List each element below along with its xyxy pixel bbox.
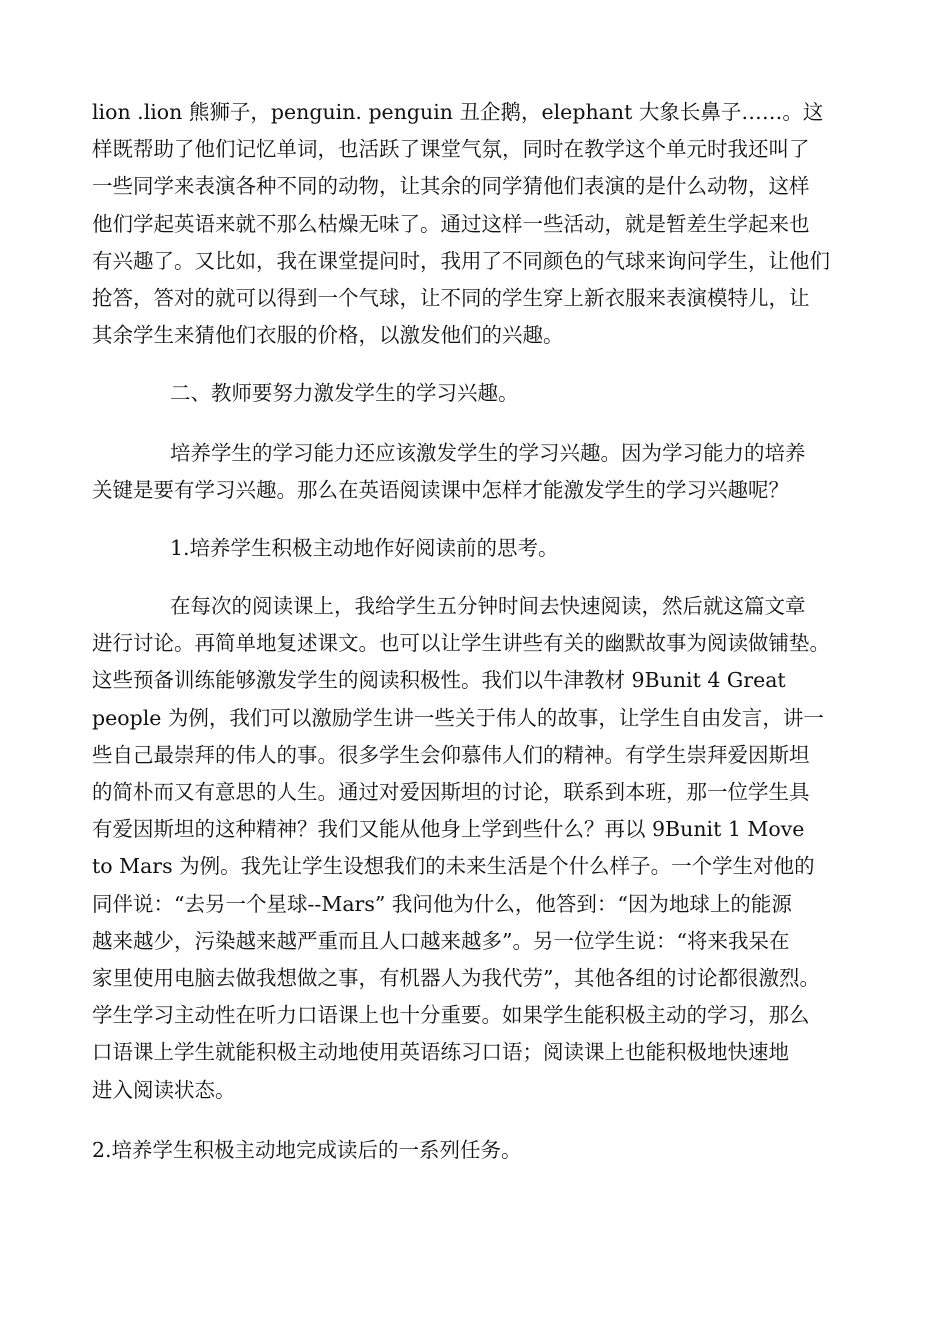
text-line: 其余学生来猜他们衣服的价格，以激发他们的兴趣。 [92, 323, 564, 348]
text-line: 学生学习主动性在听力口语课上也十分重要。如果学生能积极主动的学习，那么 [92, 1003, 810, 1028]
text-line: 2.培养学生积极主动地完成读后的一系列任务。 [92, 1138, 522, 1162]
text-line: 进行讨论。再简单地复述课文。也可以让学生讲些有关的幽默故事为阅读做铺垫。 [92, 631, 830, 656]
subheading-2 [92, 1132, 872, 1169]
text-line: 在每次的阅读课上，我给学生五分钟时间去快速阅读，然后就这篇文章 [170, 594, 806, 618]
text-line: 进入阅读状态。 [92, 1077, 236, 1102]
text-line: 一些同学来表演各种不同的动物，让其余的同学猜他们表演的是什么动物，这样 [92, 174, 810, 199]
text-line: 1.培养学生积极主动地作好阅读前的思考。 [170, 536, 559, 560]
text-line: 这些预备训练能够激发学生的阅读积极性。我们以牛津教材 9Bunit 4 Great [92, 668, 786, 693]
text-line: people 为例，我们可以激励学生讲一些关于伟人的故事，让学生自由发言，讲一 [92, 705, 824, 730]
paragraph-reading-class [92, 588, 872, 1109]
section-heading-2 [92, 375, 872, 412]
paragraph-activities [92, 94, 872, 354]
text-line: 家里使用电脑去做我想做之事，有机器人为我代劳”，其他各组的讨论都很激烈。 [92, 966, 820, 991]
text-line: lion .lion 熊狮子，penguin. penguin 丑企鹅，elephant 大象长鼻子……。这 [92, 100, 824, 124]
text-line: 有爱因斯坦的这种精神？我们又能从他身上学到些什么？再以 9Bunit 1 Move [92, 817, 805, 842]
text-line: 二、教师要努力激发学生的学习兴趣。 [170, 381, 519, 405]
paragraph-interest [92, 435, 872, 509]
text-line: 越来越少，污染越来越严重而且人口越来越多”。另一位学生说：“将来我呆在 [92, 928, 790, 953]
text-line: 有兴趣了。又比如，我在课堂提问时，我用了不同颜色的气球来询问学生，让他们 [92, 248, 830, 273]
text-line: 关键是要有学习兴趣。那么在英语阅读课中怎样才能激发学生的学习兴趣呢？ [92, 478, 789, 503]
text-line: 样既帮助了他们记忆单词，也活跃了课堂气氛，同时在教学这个单元时我还叫了 [92, 137, 810, 162]
text-line: 同伴说：“去另一个星球--Mars” 我问他为什么，他答到：“因为地球上的能源 [92, 891, 792, 916]
text-line: 抢答，答对的就可以得到一个气球，让不同的学生穿上新衣服来表演模特儿，让 [92, 286, 810, 311]
subheading-1 [92, 530, 872, 567]
text-line: to Mars 为例。我先让学生设想我们的未来生活是个什么样子。一个学生对他的 [92, 854, 815, 879]
text-line: 的简朴而又有意思的人生。通过对爱因斯坦的讨论，联系到本班，那一位学生具 [92, 780, 810, 805]
text-line: 他们学起英语来就不那么枯燥无味了。通过这样一些活动，就是暂差生学起来也 [92, 211, 810, 236]
text-line: 培养学生的学习能力还应该激发学生的学习兴趣。因为学习能力的培养 [170, 441, 806, 465]
text-line: 口语课上学生就能积极主动地使用英语练习口语；阅读课上也能积极地快速地 [92, 1040, 789, 1065]
text-line: 些自己最崇拜的伟人的事。很多学生会仰慕伟人们的精神。有学生崇拜爱因斯坦 [92, 742, 810, 767]
